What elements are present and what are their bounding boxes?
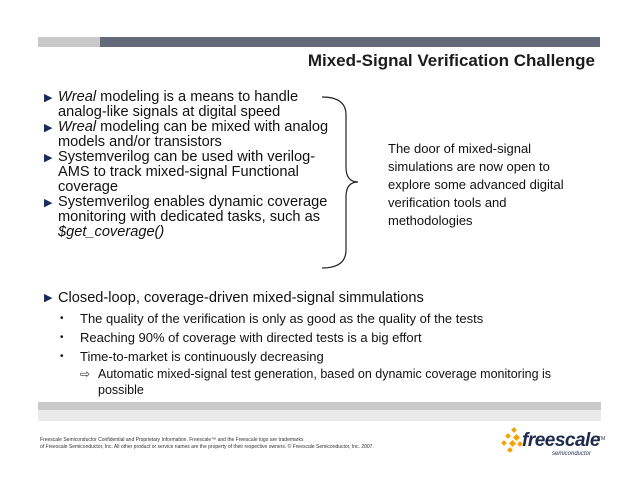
slide-title: Mixed-Signal Verification Challenge (307, 51, 595, 70)
header-bar-dark (100, 37, 600, 47)
bullet-item (44, 120, 334, 150)
logo-trademark: TM (598, 436, 606, 442)
sub-bullet-item (60, 349, 600, 365)
bullet-arrow-icon: ▶ (44, 197, 53, 209)
left-bullet-list (44, 90, 334, 240)
hollow-arrow-icon: ⇨ (80, 367, 91, 381)
bullet-text: Systemverilog can be used with verilog-AMS to track mixed-signal Functional coverage (58, 149, 316, 195)
footer-line: of Freescale Semiconductor, Inc. All other product or service names are the property of their respective owners. © Freescale Semiconductor, Inc. 2007. (40, 444, 374, 450)
logo-wordmark: freescale (522, 430, 600, 451)
bullet-arrow-icon: ▶ (44, 292, 53, 304)
dot-icon: • (60, 313, 64, 324)
footer-legal (40, 437, 440, 451)
bullet-item (44, 195, 334, 240)
closed-loop-text: Closed-loop, coverage-driven mixed-signal simmulations (58, 290, 424, 306)
sub-sub-bullet-text: Automatic mixed-signal test generation, based on dynamic coverage monitoring is possible (98, 367, 552, 397)
sub-bullet-text: The quality of the verification is only as good as the quality of the tests (80, 311, 484, 326)
dot-icon: • (60, 332, 64, 343)
sub-bullet-item (60, 311, 600, 327)
sub-bullet-list (60, 311, 600, 368)
footer-line: Freescale Semiconductor Confidential and Proprietary Information. Freescale™ and the Freescale logo are trademarks (40, 437, 304, 443)
bullet-arrow-icon: ▶ (44, 122, 53, 134)
freescale-logo (500, 424, 605, 458)
curly-brace-icon (318, 95, 368, 270)
sub-bullet-text: Reaching 90% of coverage with directed tests is a big effort (80, 330, 422, 345)
bullet-item (44, 150, 334, 195)
sub-sub-bullet (80, 366, 580, 398)
header-bar-light (38, 37, 100, 47)
bullet-text: Wreal modeling can be mixed with analog models and/or transistors (58, 119, 329, 150)
bullet-arrow-icon: ▶ (44, 152, 53, 164)
footer-bar-dark (38, 410, 601, 421)
logo-subtitle: semiconductor (552, 451, 592, 457)
brace-note: The door of mixed-signal simulations are now open to explore some advanced digital verification tools and methodologies (388, 141, 564, 228)
bullet-text: Wreal modeling is a means to handle analog-like signals at digital speed (58, 89, 299, 120)
bullet-arrow-icon: ▶ (44, 92, 53, 104)
footer-bar-light (38, 402, 601, 410)
sub-bullet-item (60, 330, 600, 346)
closed-loop-bullet (44, 290, 604, 306)
dot-icon: • (60, 351, 64, 362)
bullet-text: Systemverilog enables dynamic coverage monitoring with dedicated tasks, such as $get_coverage() (58, 194, 328, 240)
sub-bullet-text: Time-to-market is continuously decreasing (80, 349, 324, 364)
bullet-item (44, 90, 334, 120)
